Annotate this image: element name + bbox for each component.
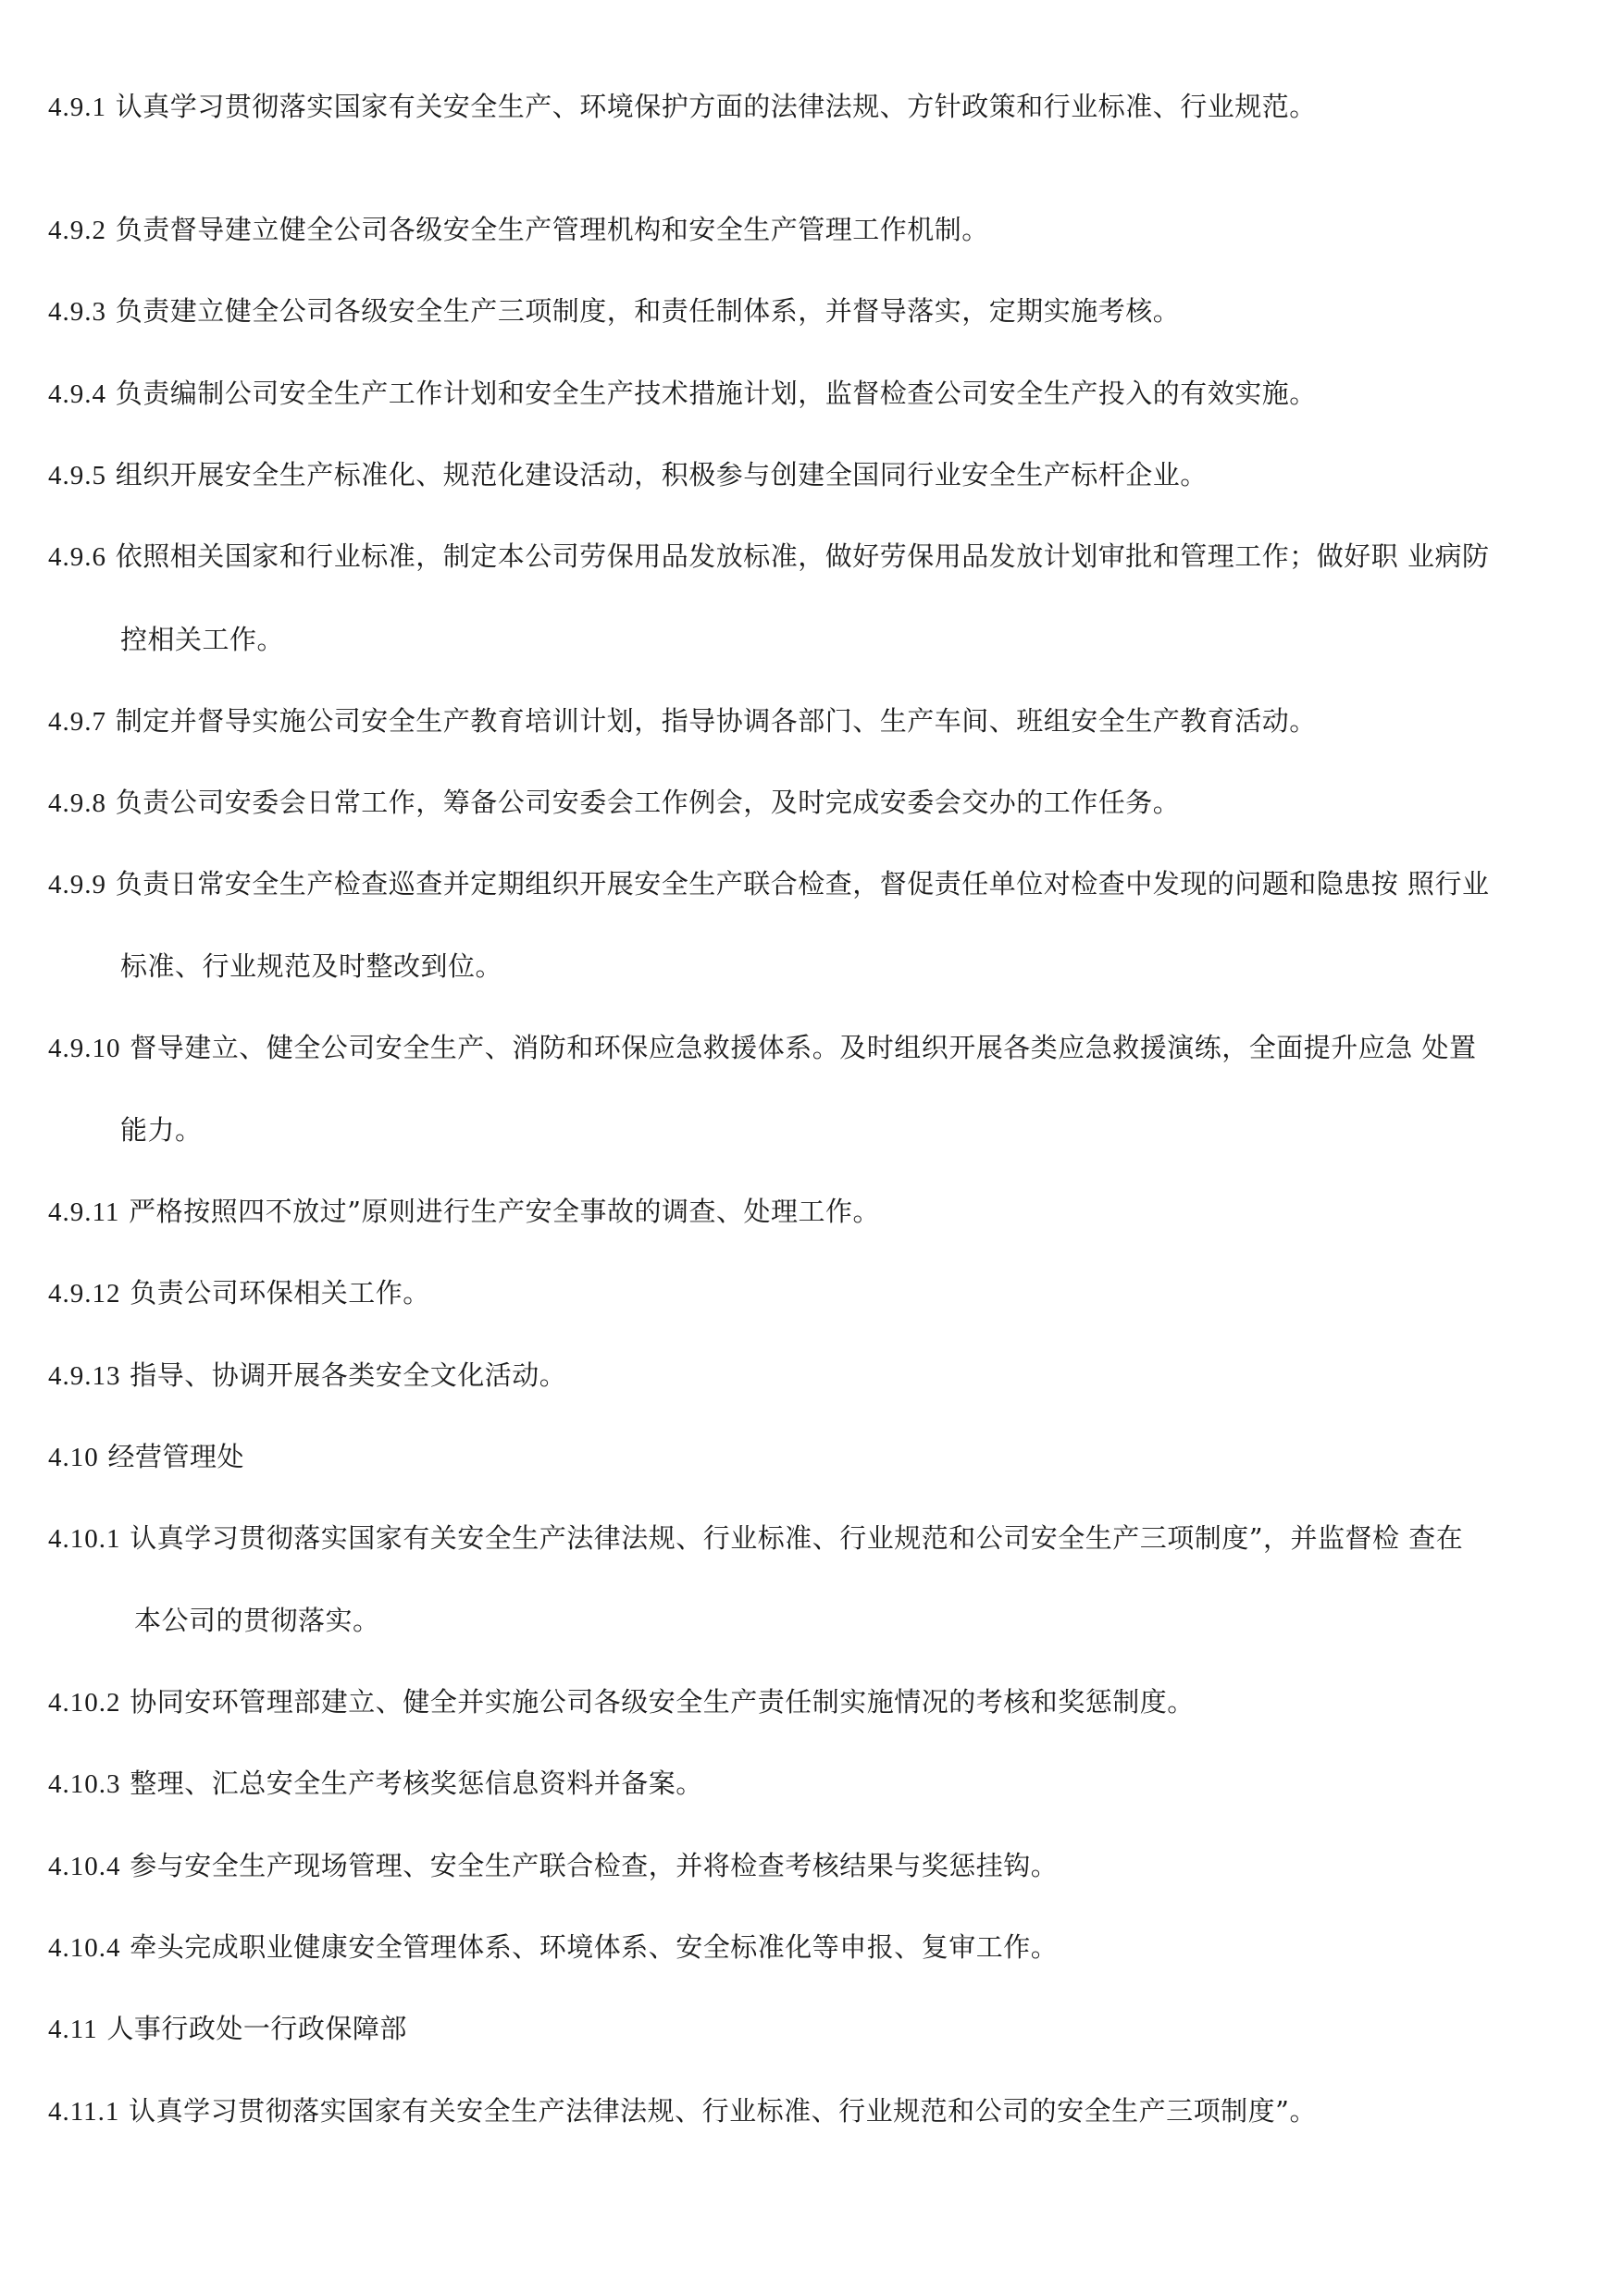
clause-text: 认真学习贯彻落实国家有关安全生产法律法规、行业标准、行业规范和公司的安全生产三项制度”。 [129, 2095, 1317, 2127]
clause-number: 4.9.6 [48, 542, 106, 572]
section-title: 人事行政处一行政保障部 [106, 2013, 407, 2044]
clause-number: 4.11.1 [48, 2097, 120, 2127]
clause-number: 4.9.10 [48, 1034, 121, 1063]
clause-number: 4.9.8 [48, 788, 106, 818]
clause-text: 能力。 [120, 1114, 203, 1146]
clause-4-9-6-continued [120, 619, 284, 660]
clause-text: 依照相关国家和行业标准，制定本公司劳保用品发放标准，做好劳保用品发放计划审批和管理工作；做好职 业病防 [115, 540, 1490, 572]
section-number: 4.10 [48, 1443, 99, 1472]
clause-text: 参与安全生产现场管理、安全生产联合检查，并将检查考核结果与奖惩挂钩。 [130, 1850, 1059, 1881]
clause-number: 4.9.13 [48, 1361, 121, 1391]
clause-number: 4.9.1 [48, 93, 106, 122]
clause-4-9-9-continued [120, 946, 502, 986]
section-heading-4-10 [48, 1436, 244, 1478]
clause-4-10-2 [48, 1681, 1195, 1723]
section-number: 4.11 [48, 2015, 98, 2044]
clause-number: 4.9.12 [48, 1279, 121, 1309]
clause-4-9-5 [48, 454, 1208, 496]
clause-text: 组织开展安全生产标准化、规范化建设活动，积极参与创建全国同行业安全生产标杆企业。 [115, 459, 1208, 490]
section-heading-4-11 [48, 2008, 407, 2050]
clause-text: 负责公司环保相关工作。 [130, 1277, 430, 1309]
clause-number: 4.9.2 [48, 216, 106, 245]
clause-text: 认真学习贯彻落实国家有关安全生产、环境保护方面的法律法规、方针政策和行业标准、行业规范。 [115, 91, 1317, 122]
clause-4-9-10-continued [120, 1110, 203, 1150]
clause-text: 负责督导建立健全公司各级安全生产管理机构和安全生产管理工作机制。 [115, 214, 989, 245]
clause-4-9-6 [48, 536, 1489, 577]
clause-4-9-1 [48, 86, 1317, 128]
clause-4-9-3 [48, 291, 1180, 332]
clause-text: 负责建立健全公司各级安全生产三项制度，和责任制体系，并督导落实，定期实施考核。 [115, 295, 1181, 327]
clause-text: 整理、汇总安全生产考核奖惩信息资料并备案。 [130, 1768, 703, 1799]
clause-number: 4.9.11 [48, 1197, 120, 1227]
clause-number: 4.10.2 [48, 1688, 121, 1718]
clause-text: 负责日常安全生产检查巡查并定期组织开展安全生产联合检查，督促责任单位对检查中发现的问题和隐患按 照行业 [115, 868, 1490, 899]
clause-text: 负责公司安委会日常工作，筹备公司安委会工作例会，及时完成安委会交办的工作任务。 [115, 787, 1181, 818]
clause-text: 牵头完成职业健康安全管理体系、环境体系、安全标准化等申报、复审工作。 [130, 1931, 1059, 1963]
clause-text: 控相关工作。 [120, 624, 285, 655]
clause-4-10-4-second [48, 1927, 1058, 1968]
clause-number: 4.10.4 [48, 1852, 121, 1881]
clause-number: 4.10.4 [48, 1933, 121, 1963]
clause-4-9-9 [48, 863, 1489, 905]
clause-4-9-11 [48, 1191, 880, 1233]
clause-text: 指导、协调开展各类安全文化活动。 [130, 1359, 567, 1391]
clause-text: 严格按照四不放过”原则进行生产安全事故的调查、处理工作。 [129, 1196, 880, 1227]
clause-text: 本公司的贯彻落实。 [134, 1605, 380, 1636]
clause-text: 标准、行业规范及时整改到位。 [120, 950, 503, 982]
clause-4-9-2 [48, 209, 989, 251]
section-title: 经营管理处 [107, 1441, 244, 1472]
clause-4-9-7 [48, 701, 1317, 742]
clause-number: 4.9.9 [48, 870, 106, 899]
clause-4-9-4 [48, 373, 1317, 415]
clause-4-9-8 [48, 782, 1180, 824]
clause-text: 认真学习贯彻落实国家有关安全生产法律法规、行业标准、行业规范和公司安全生产三项制度”，并监督检 查在 [130, 1522, 1464, 1554]
clause-number: 4.9.7 [48, 707, 106, 737]
clause-number: 4.9.3 [48, 297, 106, 327]
clause-4-9-13 [48, 1355, 566, 1396]
clause-4-10-1-continued [134, 1600, 380, 1641]
clause-text: 制定并督导实施公司安全生产教育培训计划，指导协调各部门、生产车间、班组安全生产教育活动。 [115, 705, 1317, 737]
clause-text: 协同安环管理部建立、健全并实施公司各级安全生产责任制实施情况的考核和奖惩制度。 [130, 1686, 1195, 1718]
clause-number: 4.10.1 [48, 1524, 121, 1554]
clause-number: 4.9.5 [48, 461, 106, 490]
clause-4-10-1 [48, 1518, 1463, 1559]
clause-text: 负责编制公司安全生产工作计划和安全生产技术措施计划，监督检查公司安全生产投入的有效实施。 [115, 378, 1317, 409]
clause-4-9-10 [48, 1027, 1476, 1069]
clause-number: 4.10.3 [48, 1769, 121, 1799]
clause-number: 4.9.4 [48, 379, 106, 409]
clause-4-10-3 [48, 1763, 703, 1805]
clause-4-10-4 [48, 1845, 1058, 1887]
clause-text: 督导建立、健全公司安全生产、消防和环保应急救援体系。及时组织开展各类应急救援演练，全面提升应急 处置 [130, 1032, 1477, 1063]
clause-4-11-1 [48, 2090, 1317, 2132]
clause-4-9-12 [48, 1272, 430, 1314]
